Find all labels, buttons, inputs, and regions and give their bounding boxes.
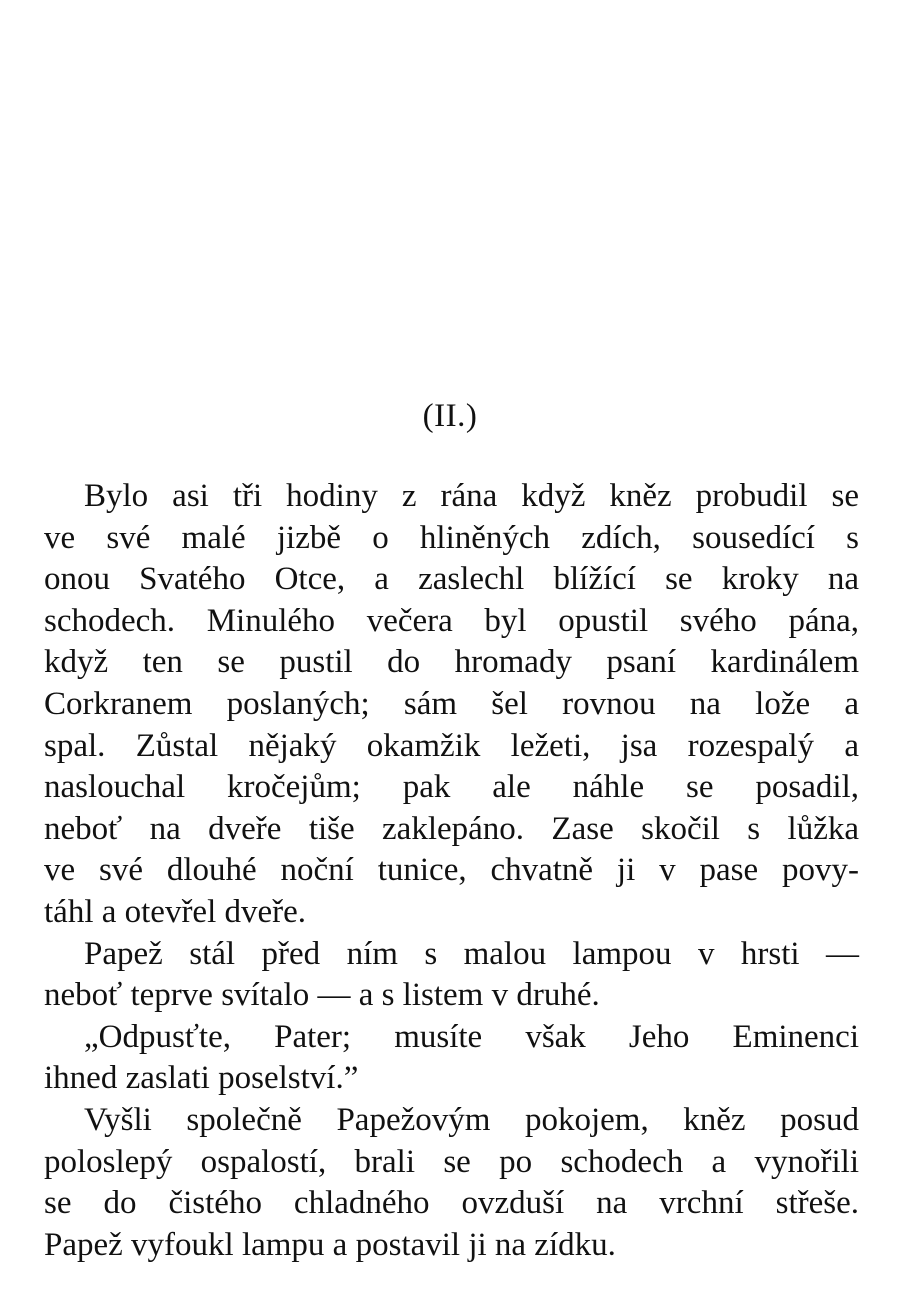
text-line: Papež stál před ním s malou lampou v hrsti — xyxy=(84,935,859,972)
text-line: naslouchal kročejům; pak ale náhle se posadil, xyxy=(44,769,859,806)
text-line: když ten se pustil do hromady psaní kardinálem xyxy=(44,644,859,681)
text-line: „Odpusťte, Pater; musíte však Jeho Eminenci xyxy=(84,1018,859,1055)
chapter-heading: (II.) xyxy=(422,398,478,434)
text-line: schodech. Minulého večera byl opustil svého pána, xyxy=(44,602,859,639)
text-line: ve své dlouhé noční tunice, chvatně ji v pase povy- xyxy=(44,852,859,889)
text-line: spal. Zůstal nějaký okamžik ležeti, jsa rozespalý a xyxy=(44,727,859,764)
text-line: neboť na dveře tiše zaklepáno. Zase skočil s lůžka xyxy=(44,810,859,847)
text-line: Papež vyfoukl lampu a postavil ji na zídku. xyxy=(44,1226,616,1263)
text-line: ihned zaslati poselství.” xyxy=(44,1060,359,1097)
text-line: poloslepý ospalostí, brali se po schodech a vynořili xyxy=(44,1143,859,1180)
text-line: Corkranem poslaných; sám šel rovnou na lože a xyxy=(44,685,859,722)
text-line: Bylo asi tři hodiny z rána když kněz probudil se xyxy=(84,478,859,514)
text-line: se do čistého chladného ovzduší na vrchní střeše. xyxy=(44,1185,859,1222)
text-line: neboť teprve svítalo — a s listem v druhé. xyxy=(44,977,600,1014)
text-line: ve své malé jizbě o hliněných zdích, sousedící s xyxy=(44,519,859,556)
text-line: Vyšli společně Papežovým pokojem, kněz posud xyxy=(84,1101,859,1138)
body-text xyxy=(44,476,859,1266)
text-line: onou Svatého Otce, a zaslechl blížící se kroky na xyxy=(44,561,859,598)
text-line: táhl a otevřel dveře. xyxy=(44,893,307,930)
